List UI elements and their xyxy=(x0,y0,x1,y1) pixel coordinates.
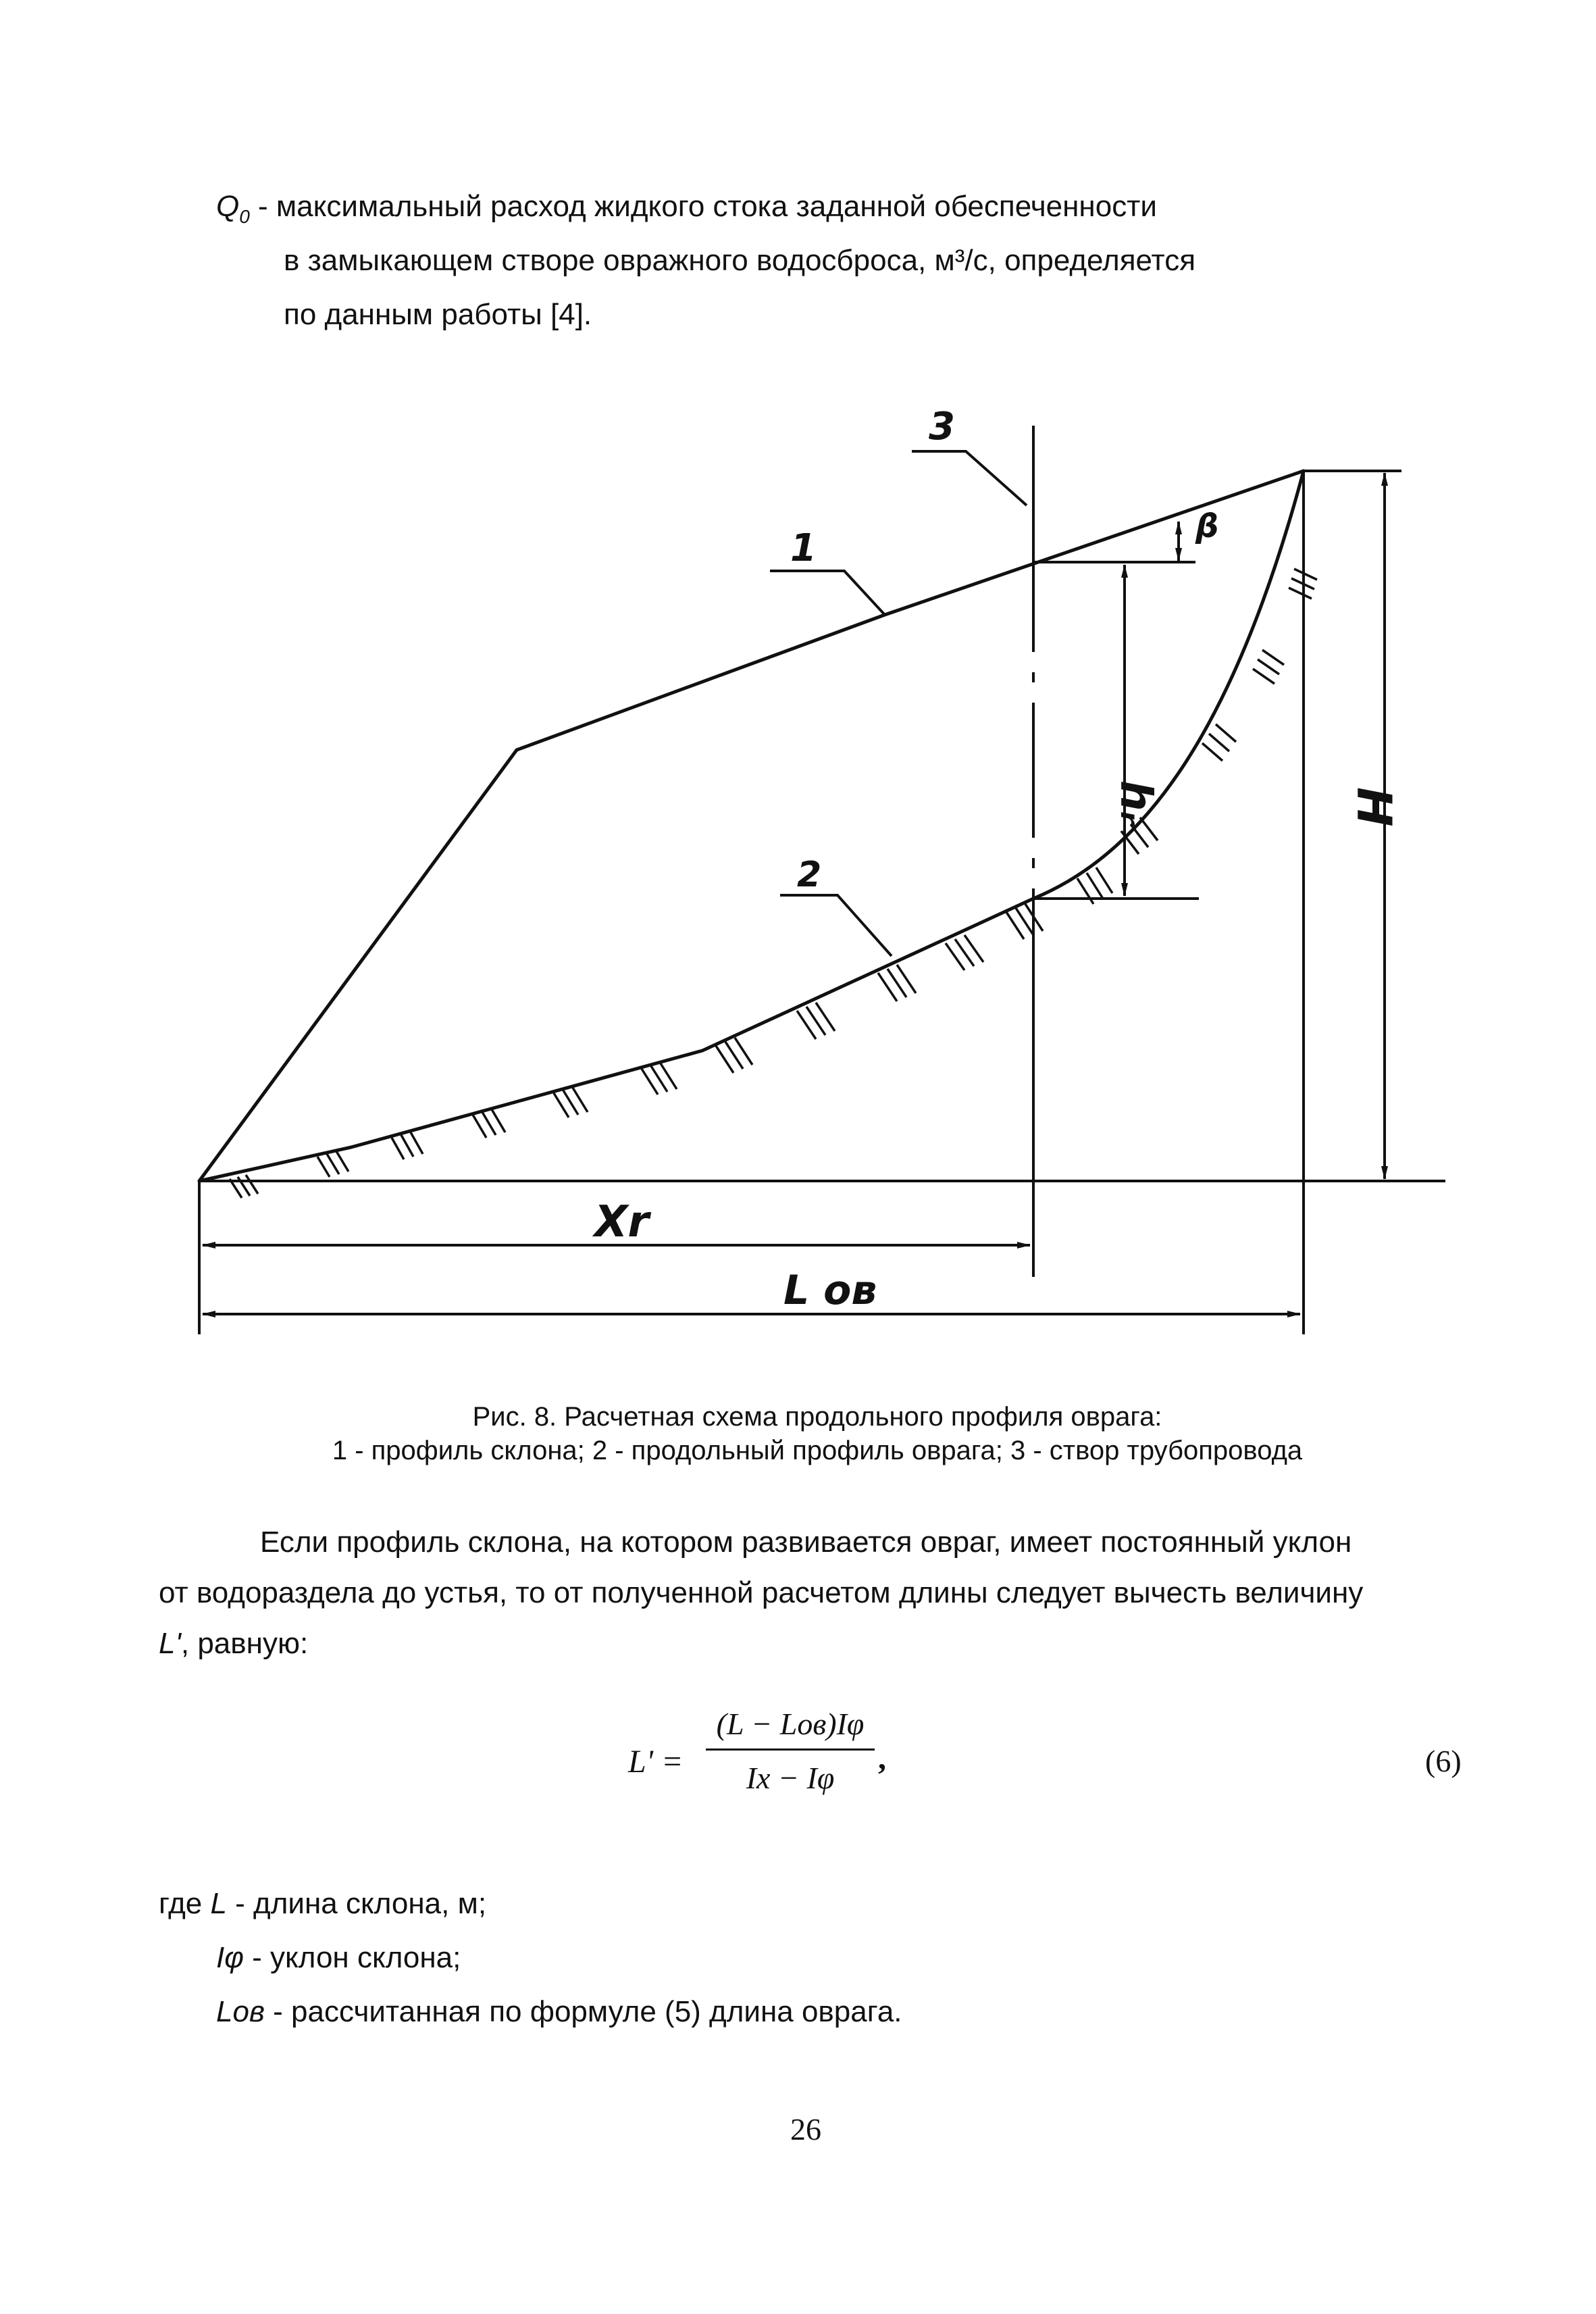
formula-number: (6) xyxy=(1425,1744,1462,1778)
paragraph-line-2: от водораздела до устья, то от полученной расчетом длины следует вычесть величину xyxy=(159,1576,1364,1609)
ravine-profile-line xyxy=(199,471,1304,1181)
label-2: 2 xyxy=(797,855,822,895)
formula-comma: , xyxy=(878,1740,886,1776)
paragraph-line-1: Если профиль склона, на котором развивается овраг, имеет постоянный уклон xyxy=(260,1526,1352,1559)
formula-denominator: Iх − Iφ xyxy=(746,1761,835,1795)
q0-subscript: 0 xyxy=(239,205,250,227)
label-1: 1 xyxy=(790,526,817,570)
label-3: 3 xyxy=(929,405,955,449)
intro-text-1: - максимальный расход жидкого стока заданной обеспеченности xyxy=(258,190,1157,223)
formula-lhs: L' = xyxy=(628,1744,684,1780)
legend-l-symbol: L xyxy=(210,1887,227,1920)
figure-caption-line-1: Рис. 8. Расчетная схема продольного профиля оврага: xyxy=(472,1402,1162,1432)
l-prime-symbol: L' xyxy=(159,1627,181,1660)
legend-line-l xyxy=(159,1885,486,1922)
formula-numerator: (L − Lов)Iφ xyxy=(716,1707,865,1741)
q0-symbol: Q xyxy=(216,190,240,223)
legend-l-text: - длина склона, м; xyxy=(235,1887,487,1920)
intro-line-2: в замыкающем створе овражного водосброса, м³/с, определяется xyxy=(284,244,1196,277)
legend-i-symbol: Iφ xyxy=(216,1941,244,1974)
label-h: H xyxy=(1346,787,1401,827)
leader-line-1 xyxy=(770,571,885,615)
legend-prefix: где xyxy=(159,1887,203,1920)
label-hr: hᵣ xyxy=(1110,780,1160,825)
paragraph-line-3 xyxy=(159,1625,308,1662)
page-number: 26 xyxy=(790,2112,821,2146)
leader-line-2 xyxy=(780,895,892,956)
legend-lov-symbol: Lов xyxy=(216,1995,265,2028)
legend-line-i xyxy=(216,1939,461,1976)
label-xr: Xr xyxy=(594,1197,649,1247)
legend-lov-text: - рассчитанная по формуле (5) длина оврага. xyxy=(273,1995,902,2028)
intro-line-3: по данным работы [4]. xyxy=(284,298,592,331)
label-beta: β xyxy=(1195,507,1219,545)
formula-fraction-bar xyxy=(706,1749,875,1751)
legend-line-lov xyxy=(216,1993,902,2030)
label-lov: L ов xyxy=(783,1267,877,1314)
ravine-hatching xyxy=(230,569,1317,1198)
figure-caption-line-2: 1 - профиль склона; 2 - продольный профиль оврага; 3 - створ трубопровода xyxy=(332,1436,1303,1465)
legend-i-text: - уклон склона; xyxy=(252,1941,461,1974)
leader-line-3 xyxy=(912,451,1027,505)
paragraph-line-3-text: , равную: xyxy=(180,1627,309,1660)
